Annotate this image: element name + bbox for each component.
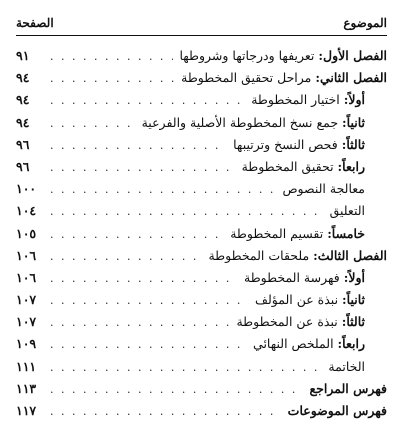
entry-title (242, 156, 365, 178)
page-column-heading: الصفحة (16, 16, 54, 30)
dot-leader (50, 357, 322, 379)
toc-entry (16, 112, 387, 134)
dot-leader (50, 268, 238, 290)
entry-page-number: ٩٤ (16, 70, 30, 86)
entry-prefix: ثالثاً: (341, 136, 365, 152)
entry-text: تعريفها ودرجاتها وشروطها (179, 48, 315, 63)
toc-entry (16, 311, 387, 333)
toc-entry (16, 267, 387, 289)
toc-entry (16, 67, 387, 89)
entry-text: معالجة النصوص (282, 181, 365, 197)
entry-prefix: ثانياً: (342, 114, 365, 130)
entry-page-number: ١١٣ (16, 380, 37, 396)
toc-entry (16, 400, 387, 422)
toc-entry (16, 45, 387, 67)
entry-title (330, 200, 365, 222)
entry-title (255, 289, 365, 311)
entry-text: نبذة عن المخطوطة (236, 314, 338, 330)
toc-entries (16, 45, 387, 422)
entry-title (208, 245, 387, 267)
dot-leader (50, 113, 136, 135)
entry-text: مراحل تحقيق المخطوطة (181, 70, 312, 86)
entry-prefix: ثالثاً: (341, 314, 365, 330)
entry-page-number: ١٠٩ (16, 336, 37, 352)
entry-page-number: ١١٧ (16, 403, 37, 418)
toc-entry (16, 89, 387, 111)
entry-text: التعليق (329, 203, 365, 219)
entry-title (309, 378, 387, 400)
entry-prefix: أولاً: (343, 269, 365, 285)
dot-leader (50, 312, 230, 334)
toc-entry (16, 378, 387, 400)
entry-text: اختيار المخطوطة (251, 92, 340, 108)
entry-text: الخاتمة (328, 358, 365, 374)
entry-prefix: ثانياً: (342, 292, 365, 308)
toc-entry (16, 289, 387, 311)
entry-page-number: ١٠٦ (16, 247, 37, 263)
toc-entry (16, 156, 387, 178)
entry-prefix: رابعاً: (337, 158, 365, 174)
dot-leader (50, 157, 236, 179)
entry-page-number: ٩٦ (16, 158, 30, 174)
entry-title (251, 89, 365, 111)
dot-leader (50, 401, 282, 423)
dot-leader (50, 68, 175, 90)
entry-title (253, 333, 365, 355)
entry-title (288, 400, 387, 422)
entry-title (181, 67, 387, 89)
entry-page-number: ٩٤ (16, 92, 30, 108)
entry-prefix: الفصل الثالث: (313, 247, 387, 263)
entry-page-number: ١٠٦ (16, 269, 37, 285)
entry-title (230, 223, 365, 245)
entry-title (179, 45, 387, 67)
entry-page-number: ١٠٤ (16, 203, 37, 219)
entry-page-number: ١١١ (16, 358, 37, 374)
toc-entry (16, 134, 387, 156)
entry-title (142, 112, 365, 134)
dot-leader (50, 90, 245, 112)
dot-leader (50, 201, 324, 223)
entry-text: تقسيم المخطوطة (230, 225, 324, 241)
toc-entry (16, 356, 387, 378)
toc-entry (16, 223, 387, 245)
entry-prefix: خامساً: (327, 225, 365, 241)
entry-text: فهرسة المخطوطة (244, 269, 340, 285)
entry-text: ملحقات المخطوطة (208, 247, 310, 263)
entry-text: فحص النسخ وترتيبها (233, 136, 338, 152)
entry-page-number: ١٠٠ (16, 181, 37, 197)
entry-text: الملخص النهائي (253, 336, 334, 352)
entry-text: نبذة عن المؤلف (255, 292, 339, 308)
toc-entry (16, 178, 387, 200)
entry-title (282, 178, 365, 200)
entry-page-number: ١٠٧ (16, 292, 37, 308)
toc-entry (16, 200, 387, 222)
entry-page-number: ٩١ (16, 48, 30, 63)
entry-page-number: ١٠٥ (16, 225, 37, 241)
toc-entry (16, 333, 387, 355)
entry-title (244, 267, 365, 289)
entry-page-number: ٩٦ (16, 136, 30, 152)
toc-header (16, 14, 387, 30)
entry-text: جمع نسخ المخطوطة الأصلية والفرعية (141, 114, 339, 130)
dot-leader (50, 246, 202, 268)
entry-text: تحقيق المخطوطة (241, 158, 334, 174)
toc-entry (16, 245, 387, 267)
dot-leader (50, 135, 227, 157)
entry-prefix: رابعاً: (337, 336, 365, 352)
entry-title (236, 311, 365, 333)
entry-title (328, 356, 365, 378)
dot-leader (50, 179, 276, 201)
header-rule (16, 35, 387, 36)
dot-leader (50, 46, 173, 68)
dot-leader (50, 290, 249, 312)
entry-text: فهرس المراجع (309, 380, 387, 396)
dot-leader (50, 334, 247, 356)
entry-title (233, 134, 365, 156)
entry-prefix: أولاً: (343, 92, 365, 108)
entry-text: فهرس الموضوعات (287, 403, 387, 418)
dot-leader (50, 379, 303, 401)
entry-page-number: ١٠٧ (16, 314, 37, 330)
subject-column-heading: الموضوع (343, 16, 387, 30)
entry-prefix: الفصل الثاني: (315, 70, 387, 86)
entry-page-number: ٩٤ (16, 114, 30, 130)
dot-leader (50, 224, 224, 246)
entry-prefix: الفصل الأول: (318, 48, 387, 63)
